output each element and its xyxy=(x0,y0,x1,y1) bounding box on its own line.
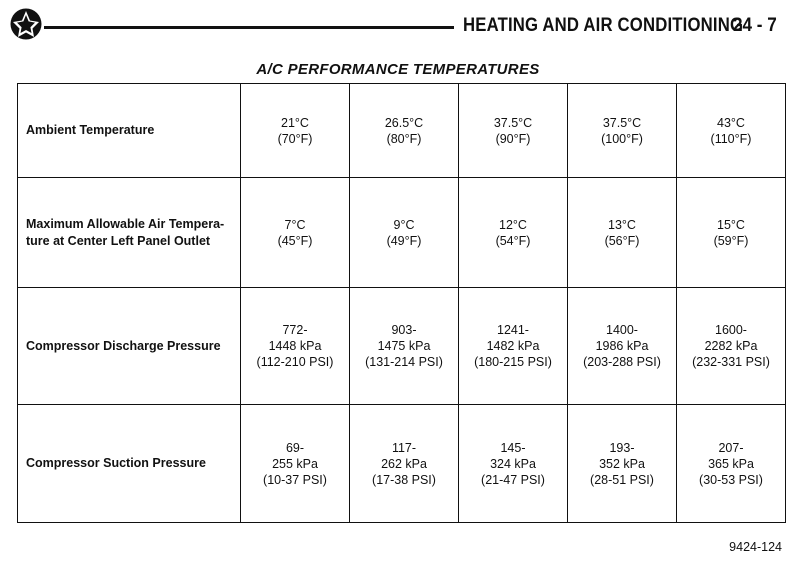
row-label xyxy=(18,84,241,178)
cell-value-line: 2282 kPa xyxy=(704,339,758,353)
cell-value-line: 9°C xyxy=(393,217,415,232)
cell-value-line: 903- xyxy=(391,323,417,337)
cell-value-line: (45°F) xyxy=(277,233,313,248)
cell-value-line: 43°C xyxy=(717,115,745,130)
table-cell xyxy=(350,84,459,178)
table-cell xyxy=(350,405,459,523)
header-rule xyxy=(44,26,454,29)
cell-value-line: 1475 kPa xyxy=(377,339,431,353)
cell-value-line: 12°C xyxy=(499,217,527,232)
cell-value-line: 15°C xyxy=(717,217,745,232)
cell-value-line: (49°F) xyxy=(386,233,422,248)
table-cell xyxy=(459,84,568,178)
cell-value-line: 352 kPa xyxy=(599,456,645,471)
cell-value-line: (10-37 PSI) xyxy=(263,472,327,487)
row-label-line: Maximum Allowable Air Tempera- xyxy=(26,216,225,231)
table-cell xyxy=(241,178,350,288)
cell-value-line: (70°F) xyxy=(277,131,313,146)
cell-value-line: 1448 kPa xyxy=(268,339,322,353)
row-label xyxy=(18,288,241,405)
cell-value-line: 262 kPa xyxy=(381,456,427,471)
cell-value-line: 37.5°C xyxy=(493,115,533,130)
row-label-line: Compressor Discharge Pressure xyxy=(26,338,221,353)
table-cell xyxy=(568,178,677,288)
table-cell xyxy=(241,405,350,523)
cell-value-line: 324 kPa xyxy=(490,456,536,471)
cell-value-line: 255 kPa xyxy=(272,456,318,471)
cell-value-line: 1600- xyxy=(715,323,747,337)
table-row xyxy=(18,84,786,178)
table-cell xyxy=(677,178,786,288)
row-label-line: Ambient Temperature xyxy=(26,123,155,137)
table-cell xyxy=(350,178,459,288)
table-row xyxy=(18,288,786,405)
row-label xyxy=(18,178,241,288)
cell-value-line: (100°F) xyxy=(601,131,643,146)
cell-value-line: 193- xyxy=(609,440,635,455)
cell-value-line: 1482 kPa xyxy=(486,339,540,353)
row-label-line: ture at Center Left Panel Outlet xyxy=(26,233,211,248)
table-cell xyxy=(459,178,568,288)
cell-value-line: (80°F) xyxy=(386,131,422,146)
table-cell xyxy=(568,405,677,523)
cell-value-line: (30-53 PSI) xyxy=(699,472,763,487)
table-cell xyxy=(241,84,350,178)
cell-value-line: 772- xyxy=(282,323,308,337)
table-cell xyxy=(677,84,786,178)
row-label-line: Compressor Suction Pressure xyxy=(26,456,206,470)
cell-value-line: (203-288 PSI) xyxy=(583,355,661,369)
cell-value-line: (54°F) xyxy=(495,233,531,248)
table-title: A/C PERFORMANCE TEMPERATURES xyxy=(256,61,540,78)
cell-value-line: 117- xyxy=(391,440,417,455)
figure-code: 9424-124 xyxy=(729,540,782,554)
table-cell xyxy=(459,405,568,523)
table-cell xyxy=(568,288,677,405)
section-title: HEATING AND AIR CONDITIONING xyxy=(463,15,744,36)
table-cell xyxy=(350,288,459,405)
table-cell xyxy=(568,84,677,178)
cell-value-line: (232-331 PSI) xyxy=(692,355,770,369)
cell-value-line: 13°C xyxy=(608,217,636,232)
cell-value-line: 37.5°C xyxy=(602,115,642,130)
table-cell xyxy=(677,405,786,523)
cell-value-line: 1241- xyxy=(497,323,529,337)
cell-value-line: 365 kPa xyxy=(708,456,754,471)
cell-value-line: 7°C xyxy=(284,217,306,232)
table-cell xyxy=(459,288,568,405)
cell-value-line: (180-215 PSI) xyxy=(474,355,552,369)
cell-value-line: 69- xyxy=(285,440,305,455)
cell-value-line: (110°F) xyxy=(710,131,752,146)
row-label xyxy=(18,405,241,523)
cell-value-line: 21°C xyxy=(281,115,309,130)
cell-value-line: 26.5°C xyxy=(384,115,424,130)
pentastar-logo-icon xyxy=(10,8,42,40)
page-number: 24 - 7 xyxy=(733,15,777,36)
table-row xyxy=(18,178,786,288)
cell-value-line: 1986 kPa xyxy=(595,339,649,353)
performance-table xyxy=(17,83,786,523)
cell-value-line: (17-38 PSI) xyxy=(372,472,436,487)
cell-value-line: 1400- xyxy=(606,323,638,337)
cell-value-line: (112-210 PSI) xyxy=(256,355,334,369)
table-cell xyxy=(241,288,350,405)
cell-value-line: 145- xyxy=(500,440,526,455)
cell-value-line: (131-214 PSI) xyxy=(365,355,443,369)
cell-value-line: (28-51 PSI) xyxy=(590,472,654,487)
cell-value-line: (21-47 PSI) xyxy=(481,472,545,487)
cell-value-line: (90°F) xyxy=(495,131,531,146)
table-row xyxy=(18,405,786,523)
cell-value-line: (56°F) xyxy=(604,233,640,248)
cell-value-line: (59°F) xyxy=(713,233,749,248)
cell-value-line: 207- xyxy=(718,440,744,455)
table-cell xyxy=(677,288,786,405)
